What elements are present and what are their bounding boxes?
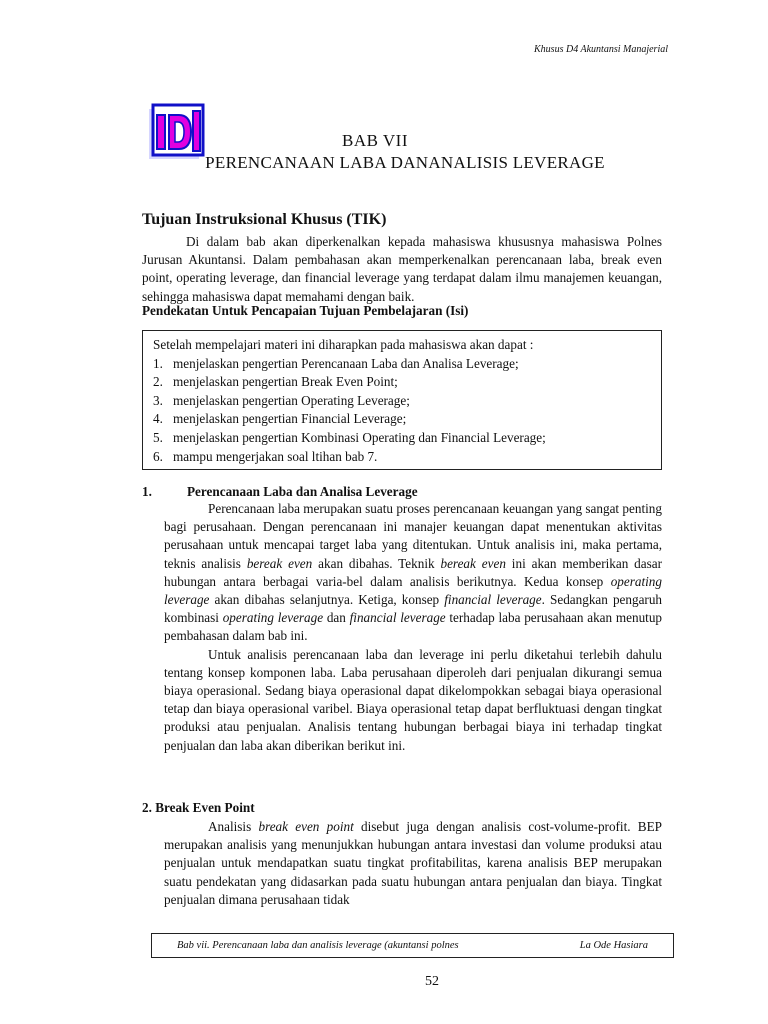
objective-text: menjelaskan pengertian Financial Leverage; (173, 411, 407, 427)
section-1-body (164, 500, 662, 755)
objective-text: menjelaskan pengertian Break Even Point; (173, 374, 398, 390)
objective-item (153, 373, 651, 392)
objective-number: 1. (153, 355, 163, 371)
chapter-number: BAB VII (342, 131, 408, 150)
objectives-lead: Setelah mempelajari materi ini diharapkan pada mahasiswa akan dapat : (153, 337, 534, 352)
text-run: terhadap laba perusahaan akan menutup pembahasan dalam bab ini. (164, 610, 663, 644)
italic-term: break even point (258, 819, 354, 834)
italic-term: financial leverage (444, 592, 542, 608)
italic-term: financial leverage (349, 610, 446, 626)
objective-item (153, 429, 651, 448)
objective-text: menjelaskan pengertian Kombinasi Operating dan Financial Leverage; (173, 429, 546, 445)
text-run: dan (323, 610, 350, 626)
text-run: . Sedangkan pengaruh kombinasi (164, 592, 663, 626)
objective-number: 3. (153, 392, 163, 408)
section-2-paragraph-1 (164, 818, 662, 909)
objective-text: menjelaskan pengertian Perencanaan Laba dan Analisa Leverage; (173, 355, 519, 371)
objective-number: 2. (153, 374, 163, 390)
running-header: Khusus D4 Akuntansi Manajerial (534, 44, 668, 55)
text-run: Analisis (208, 819, 259, 834)
section-1-title: Perencanaan Laba dan Analisa Leverage (187, 484, 418, 499)
tik-heading: Tujuan Instruksional Khusus (TIK) (142, 211, 387, 228)
footer-chapter: Bab vii. Perencanaan laba dan analisis leverage (akuntansi polnes (177, 940, 459, 951)
section-1-paragraph-2: Untuk analisis perencanaan laba dan leverage ini perlu diketahui terlebih dahulu tentang konsep komponen laba. Laba perusahaan diperoleh dari penjualan dikurangi semua biaya operasional. Sedang biaya operasional dapat dikelompokkan sebagai biaya operasional tetap dan biaya operasional varibel. Biaya operasional tetap dapat berfluktuasi dengan tingkat produksi atau penjualan. Analisis tentang hubungan berbagai biaya ini terhadap tingkat penjualan dan laba akan diberikan berikut ini. (164, 646, 662, 753)
italic-term: operating leverage (222, 610, 324, 626)
objectives-box (142, 330, 662, 470)
italic-term: bereak even (440, 555, 506, 571)
objective-item (153, 392, 651, 411)
section-1-paragraph-1 (164, 500, 662, 646)
objective-text: mampu mengerjakan soal ltihan bab 7. (173, 448, 378, 464)
text-run: akan dibahas. Teknik (312, 555, 441, 571)
objective-number: 6. (153, 448, 163, 464)
italic-term: bereak even (246, 555, 313, 571)
text-run: ini akan memberikan dasar hubungan antara berbagai varia-bel dalam analisis berikutnya. Kedua konsep (164, 555, 663, 589)
page-footer (151, 933, 674, 958)
footer-author: La Ode Hasiara (579, 940, 648, 951)
chapter-title: PERENCANAAN LABA DANANALISIS LEVERAGE (205, 153, 605, 172)
objective-number: 5. (153, 429, 163, 445)
tik-intro-text: Di dalam bab akan diperkenalkan kepada mahasiswa khususnya mahasiswa Polnes Jurusan Akuntansi. Dalam pembahasan akan memperkenalkan perencanaan laba, break even point, operating leverage, dan financial leverage yang terdapat dalam ilmu manajemen keuangan, sehingga mahasiswa dapat memahami dengan baik. (142, 234, 662, 304)
section-2-body (164, 818, 662, 909)
tik-intro (142, 233, 662, 306)
text-run: disebut juga dengan analisis cost-volume-profit. BEP merupakan analisis yang menunjukkan hubungan antara investasi dan volume produksi atau penjualan untuk mendapatkan suatu tingkat profitabilitas, karena analisis BEP merupakan suatu pendekatan yang didasarkan pada suatu hubungan antara penjualan dan biaya. Tingkat penjualan dimana perusahaan tidak (164, 819, 662, 907)
objective-number: 4. (153, 411, 163, 427)
objective-text: menjelaskan pengertian Operating Leverage; (173, 392, 410, 408)
text-run: Perencanaan laba merupakan suatu proses perencanaan keuangan yang sangat penting bagi perusahaan. Dengan perencanaan ini manajer keuangan dapat menentukan aktivitas perusahaan untuk mencapai target laba yang ditentukan. Untuk analisis ini, maka pertama, teknis analisis (164, 501, 662, 571)
objective-item (153, 355, 651, 374)
italic-term: operating leverage (164, 573, 662, 608)
section-2-heading: 2. Break Even Point (142, 800, 255, 815)
objective-item (153, 410, 651, 429)
text-run: akan dibahas selanjutnya. Ketiga, konsep (209, 592, 445, 608)
page-number: 52 (425, 974, 439, 989)
approach-heading: Pendekatan Untuk Pencapaian Tujuan Pembelajaran (Isi) (142, 303, 469, 318)
section-1-number: 1. (142, 484, 152, 499)
objective-item (153, 448, 651, 467)
